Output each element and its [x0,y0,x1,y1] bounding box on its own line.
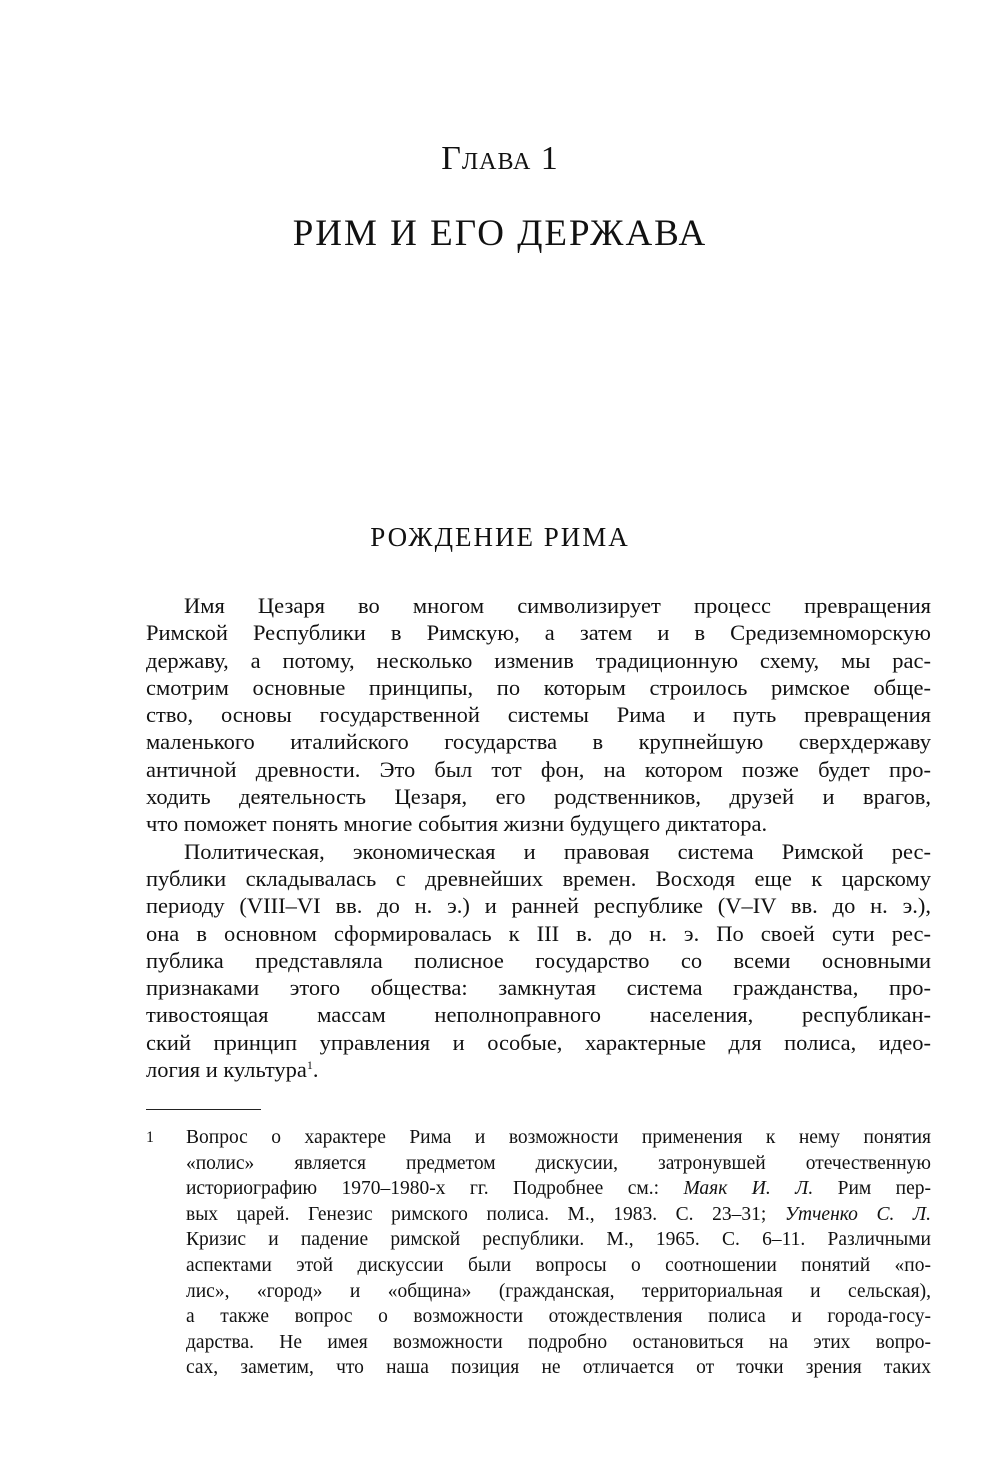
body-line: Римской Республики в Римскую, а затем и в Средиземноморскую [146,620,931,646]
footnote-line: аспектами этой дискуссии были вопросы о соотношении понятий «по- [186,1254,931,1276]
footnote-line: сах, заметим, что наша позиция не отличается от точки зрения таких [186,1357,931,1379]
body-line: публика представляла полисное государство со всеми основными [146,947,931,973]
footnote-reference[interactable]: 1 [306,1058,313,1073]
body-line: античной древности. Это был тот фон, на котором позже будет про- [146,756,931,782]
footnote-line: «полис» является предметом дискусии, затронувшей отечественную [186,1152,931,1174]
footnote-text: Рим пер- [813,1178,931,1200]
footnote-line: Кризис и падение римской республики. М., 1965. С. 6–11. Различными [186,1229,931,1251]
chapter-title: РИМ И ЕГО ДЕРЖАВА [292,213,708,254]
footnote-line [186,1202,931,1228]
footnote-text: вых царей. Генезис римского полиса. М., 1983. С. 23–31; [186,1203,785,1225]
body-line-text: логия и культура [146,1057,307,1083]
body-line: признаками этого общества: замкнутая система гражданства, про- [146,975,931,1001]
footnote-body [186,1125,931,1381]
body-line-last: логия и культура$^1$. [146,1057,319,1083]
body-line: ский принцип управления и особые, характерные для полиса, идео- [146,1029,931,1055]
footnote-line: лис», «город» и «община» (гражданская, территориальная и сельская), [186,1280,931,1302]
body-line: смотрим основные принципы, по которым строилось римское обще- [146,674,931,700]
footnote-number: 1 [146,1129,154,1146]
footnote-text: историографию 1970–1980-х гг. Подробнее см.: [186,1178,684,1200]
footnote-divider [146,1109,261,1110]
author-citation: Маяк И. Л. [683,1178,814,1200]
body-line: периоду (VIII–VI вв. до н. э.) и ранней республике (V–IV вв. до н. э.), [146,893,931,919]
footnote-line: дарства. Не имея возможности подробно остановиться на этих вопро- [186,1331,931,1353]
body-line: публики складывалась с древнейших времен. Восходя еще к царскому [146,865,931,891]
author-citation: Утченко С. Л. [784,1203,931,1225]
body-line: державу, а потому, несколько изменив традиционную схему, мы рас- [146,647,931,673]
footnote-line: а также вопрос о возможности отождествления полиса и города-госу- [186,1306,931,1328]
body-line: тивостоящая массам неполноправного населения, республикан- [146,1002,931,1028]
body-line: что поможет понять многие события жизни будущего диктатора. [146,811,768,837]
chapter-label: Глава 1 [441,140,559,177]
body-line: Имя Цезаря во многом символизирует процесс превращения [184,593,931,618]
body-line: она в основном сформировалась к III в. до н. э. По своей сути рес- [146,920,931,946]
section-title: РОЖДЕНИЕ РИМА [370,522,630,552]
footnote-line [186,1176,931,1202]
body-line: маленького италийского государства в крупнейшую сверхдержаву [146,729,931,755]
body-line: ходить деятельность Цезаря, его родственников, друзей и врагов, [146,784,931,810]
body-line: Политическая, экономическая и правовая система Римской рес- [184,838,931,864]
body-line: ство, основы государственной системы Рима и путь превращения [146,702,931,728]
footnote-line: Вопрос о характере Рима и возможности применения к нему понятия [186,1127,931,1148]
body-text [146,592,931,1083]
